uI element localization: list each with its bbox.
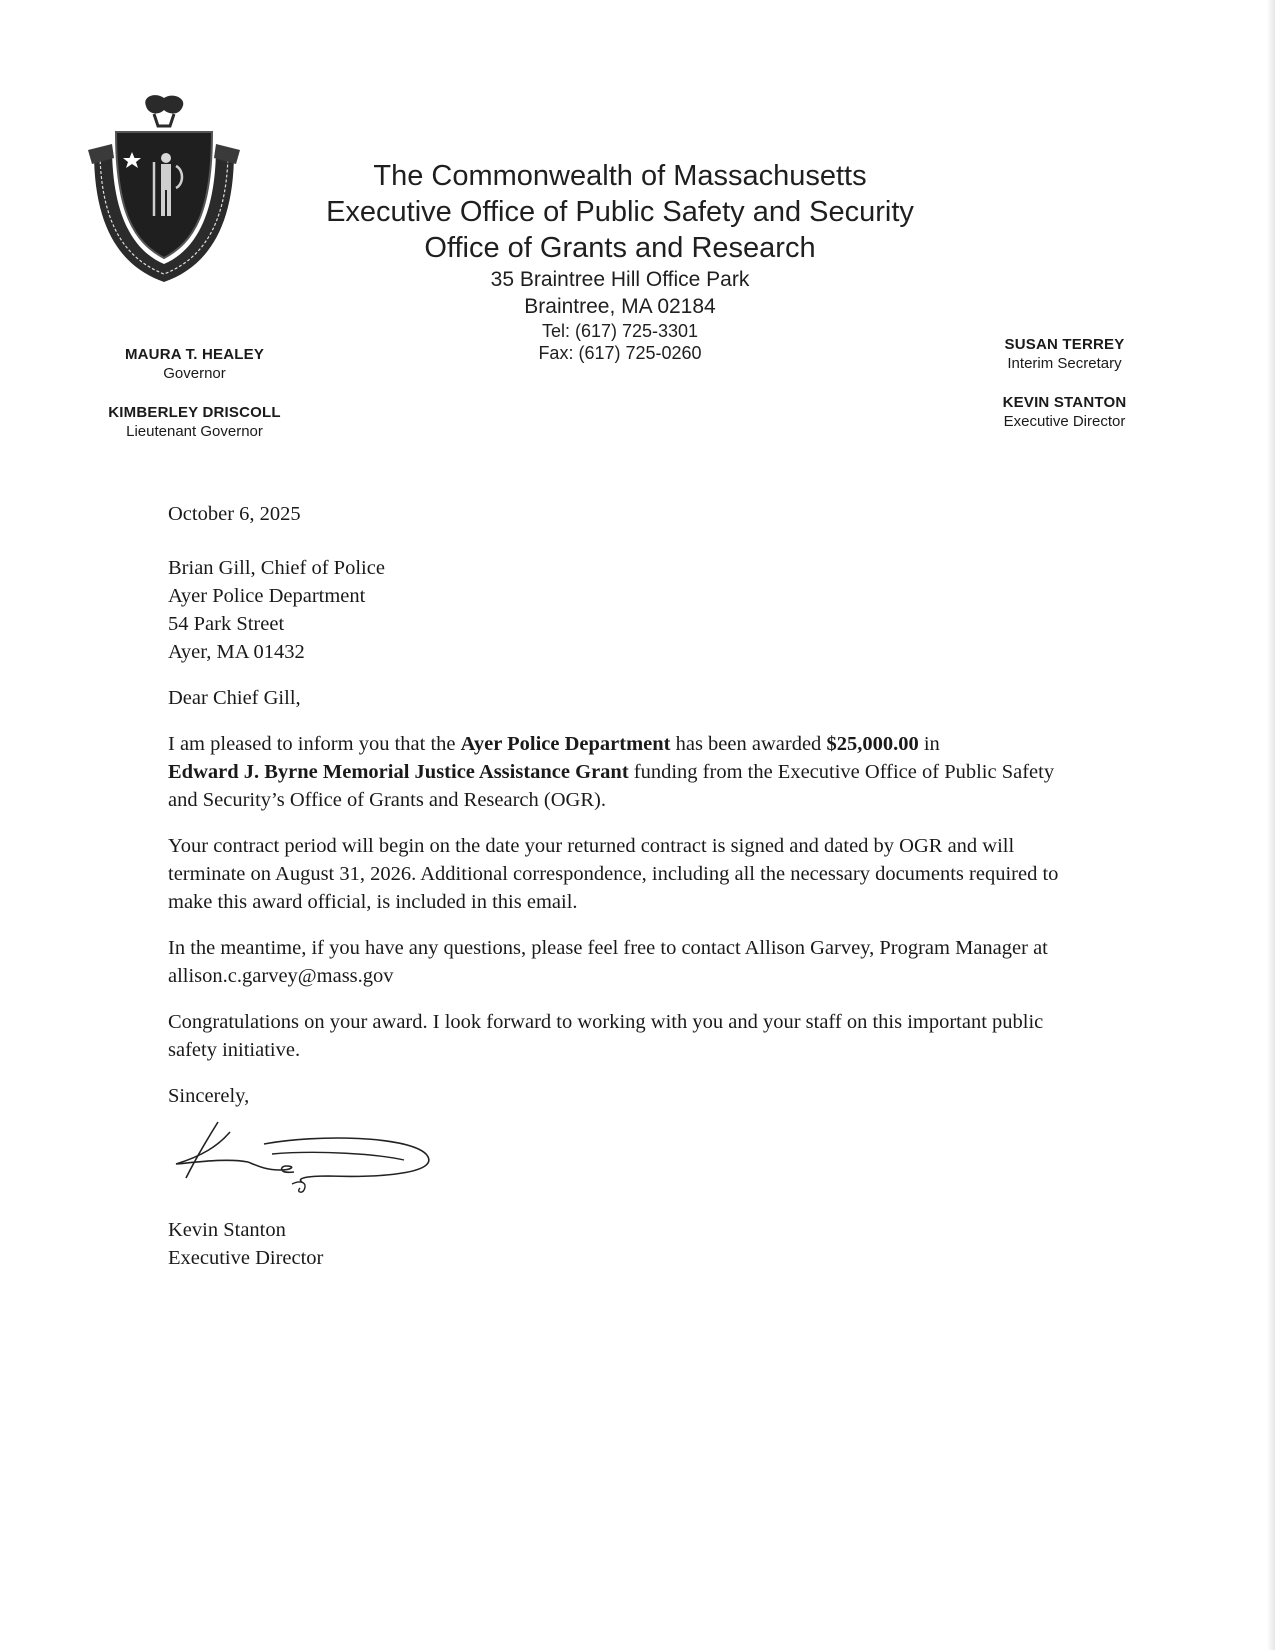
letterhead-tel: Tel: (617) 725-3301 — [541, 321, 699, 341]
award-paragraph: I am pleased to inform you that the Ayer Police Department has been awarded $25,000.00 in Edward J. Byrne Memorial Justice Assistance Grant funding from the Executive Office of Public Safety and Security’s Office of Grants and Research (OGR). — [168, 733, 1055, 811]
executive-director-title: Executive Director — [1003, 413, 1126, 430]
letterhead-agency: Executive Office of Public Safety and Security — [326, 196, 914, 228]
secretary-title: Interim Secretary — [1007, 355, 1122, 372]
massachusetts-seal-icon — [84, 92, 244, 288]
governor-name: MAURA T. HEALEY — [124, 346, 265, 363]
recipient-line: Ayer, MA 01432 — [168, 641, 305, 663]
closing: Sincerely, — [168, 1085, 250, 1107]
recipient-line: Brian Gill, Chief of Police — [168, 557, 385, 579]
recipient-address — [168, 554, 1068, 666]
recipient-line: 54 Park Street — [168, 613, 285, 635]
scan-edge — [1267, 0, 1275, 1650]
right-officials — [982, 335, 1147, 431]
letterhead-office: Office of Grants and Research — [424, 232, 816, 264]
contact-paragraph: In the meantime, if you have any questions, please feel free to contact Allison Garvey, Program Manager at allison.c.garvey@mass.gov — [168, 937, 1048, 987]
handwritten-signature — [168, 1110, 448, 1210]
awardee-name: Ayer Police Department — [460, 733, 671, 755]
letterhead-commonwealth: The Commonwealth of Massachusetts — [373, 160, 867, 192]
letterhead-address-line1: 35 Braintree Hill Office Park — [490, 268, 750, 291]
award-amount: $25,000.00 — [826, 733, 919, 755]
lt-governor-name: KIMBERLEY DRISCOLL — [108, 404, 281, 421]
salutation: Dear Chief Gill, — [168, 687, 301, 709]
letterhead-address-line2: Braintree, MA 02184 — [524, 295, 716, 318]
grant-name: Edward J. Byrne Memorial Justice Assistance Grant — [168, 761, 629, 783]
executive-director-name: KEVIN STANTON — [1002, 394, 1127, 411]
letterhead — [290, 158, 950, 364]
letterhead-fax: Fax: (617) 725-0260 — [538, 343, 702, 363]
signer-title: Executive Director — [168, 1247, 324, 1269]
letter-body — [168, 500, 1068, 1272]
left-officials — [92, 345, 297, 441]
congratulations-paragraph: Congratulations on your award. I look forward to working with you and your staff on this important public safety initiative. — [168, 1011, 1044, 1061]
signer-name: Kevin Stanton — [168, 1219, 286, 1241]
letter-date: October 6, 2025 — [168, 503, 301, 525]
secretary-name: SUSAN TERREY — [1004, 336, 1125, 353]
recipient-line: Ayer Police Department — [168, 585, 366, 607]
contract-paragraph: Your contract period will begin on the date your returned contract is signed and dated by OGR and will terminate on August 31, 2026. Additional correspondence, including all the necessary documents required to make this award official, is included in this email. — [168, 835, 1059, 913]
lt-governor-title: Lieutenant Governor — [126, 423, 263, 440]
governor-title: Governor — [163, 365, 226, 382]
